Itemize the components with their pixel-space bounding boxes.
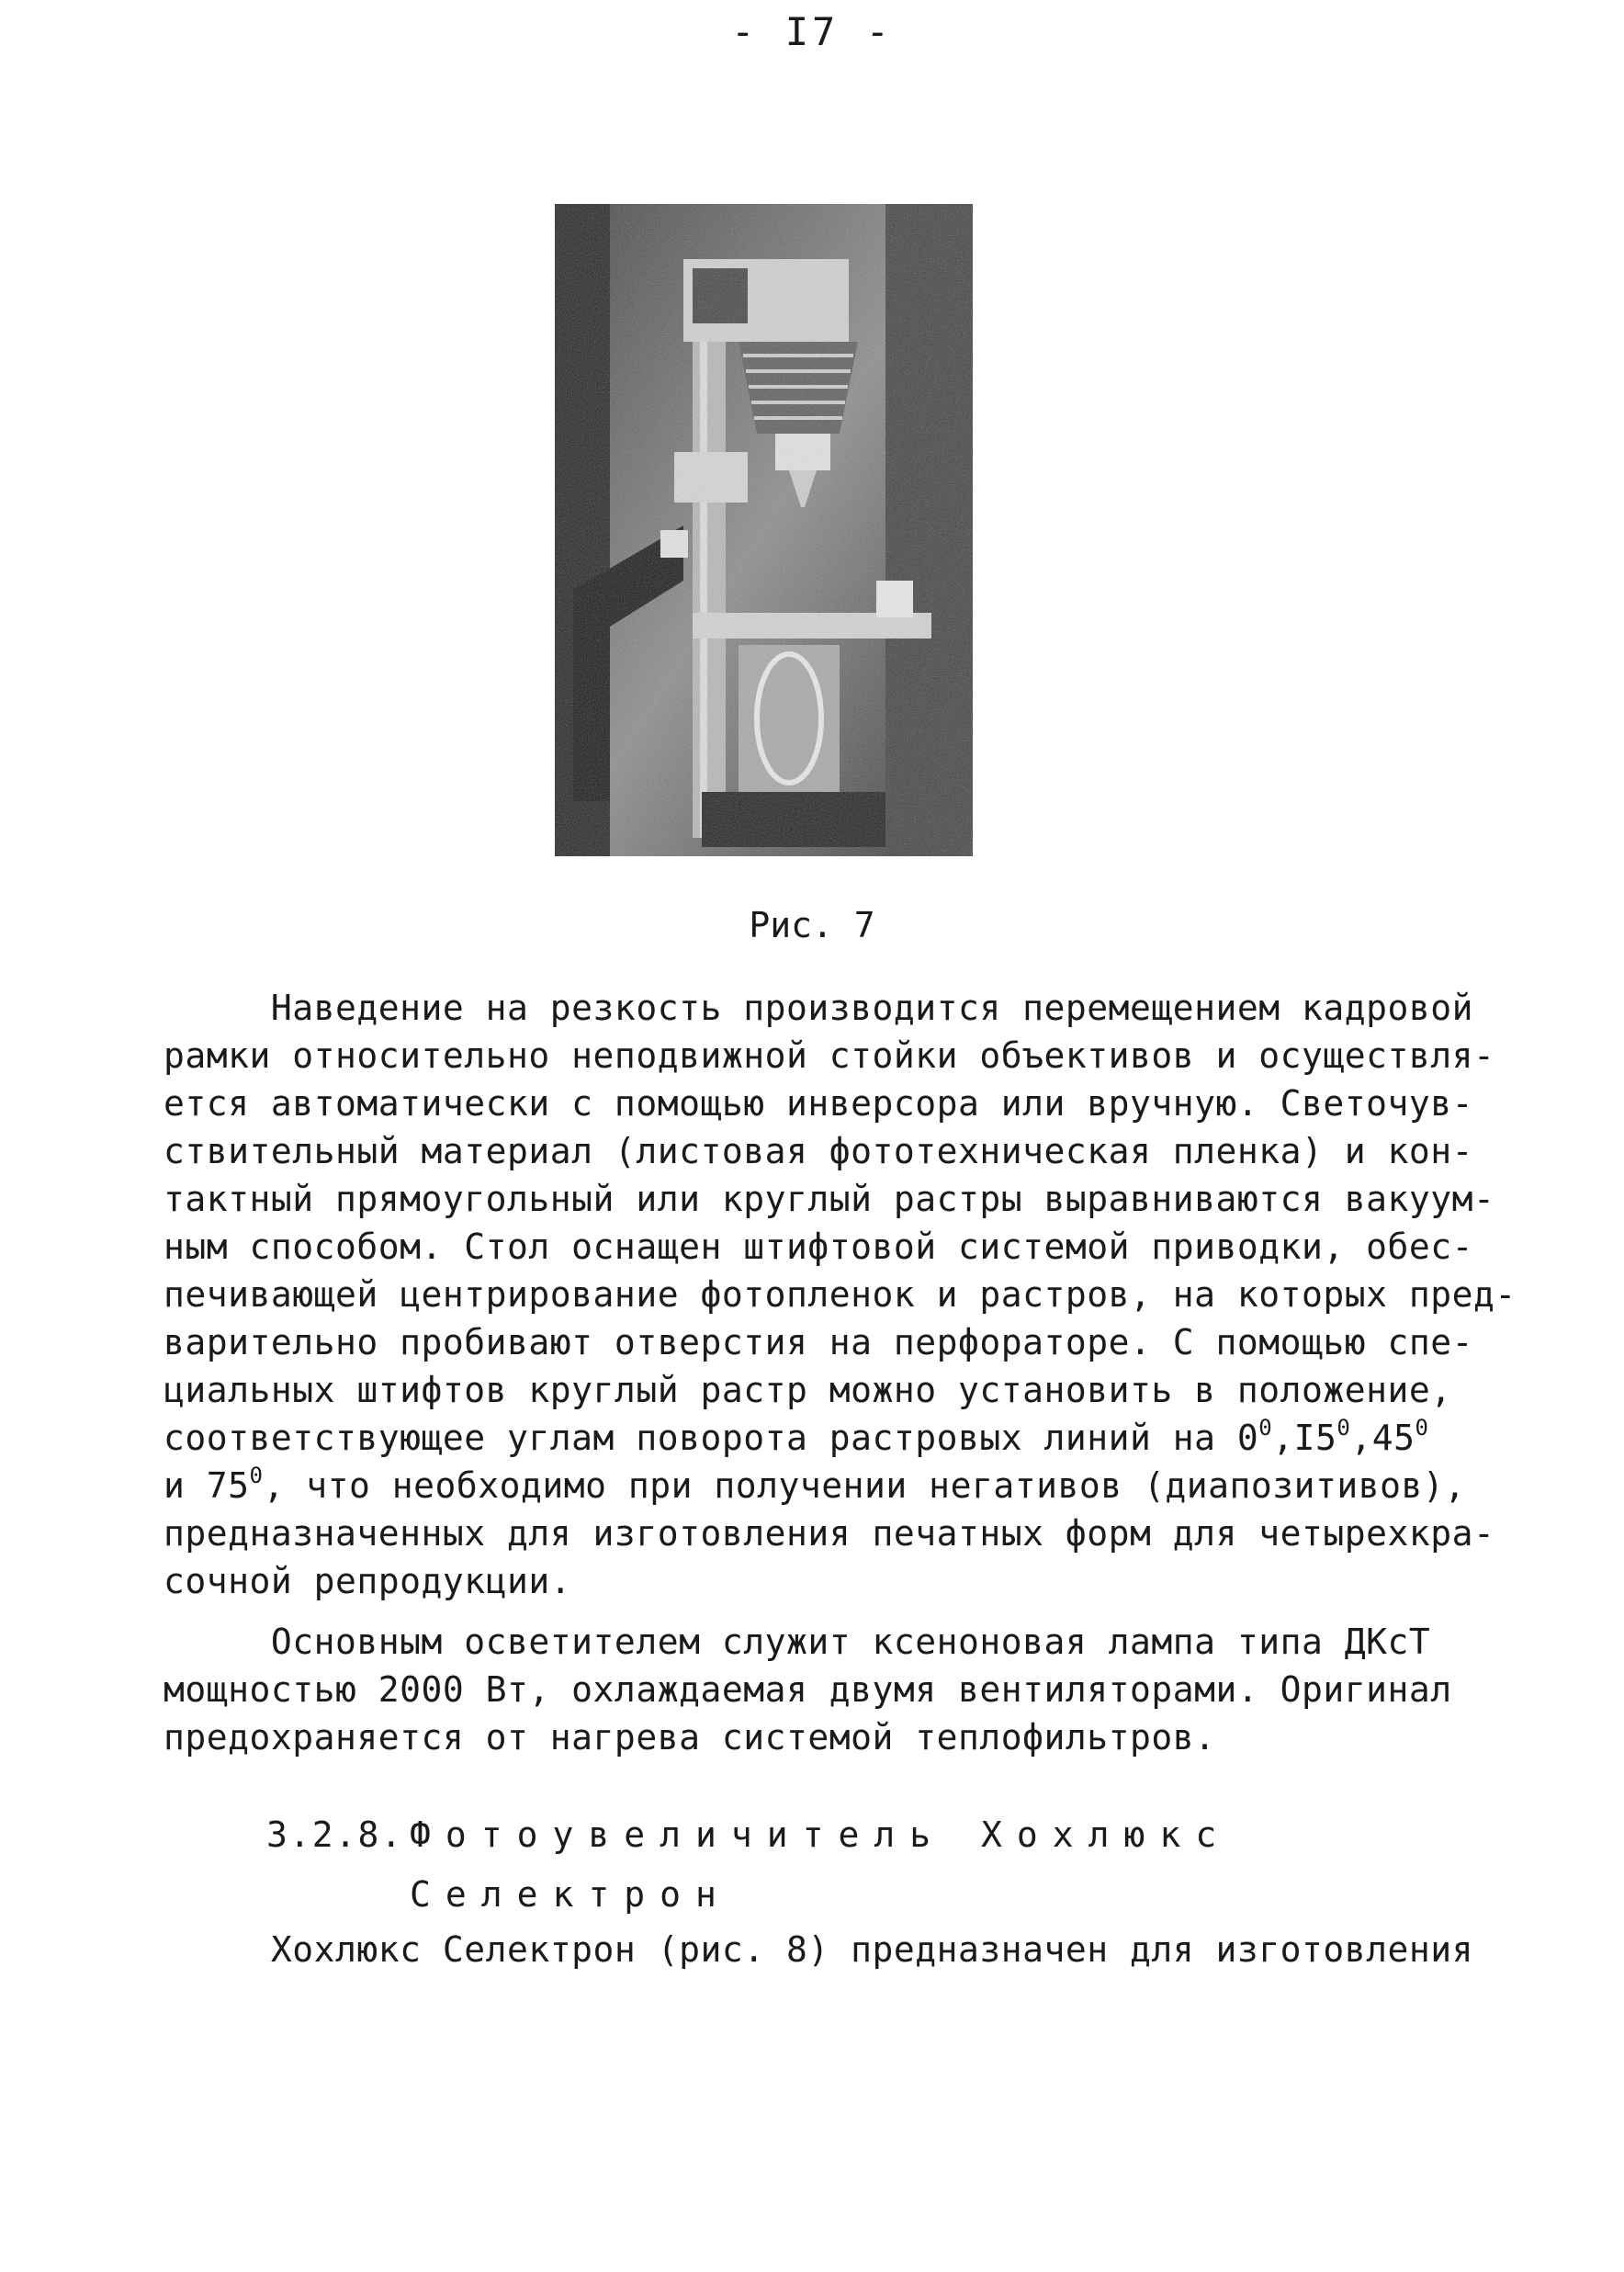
- paragraph-1-line-12: предназначенных для изготовления печатных форм для четырехкра-: [164, 1513, 1495, 1554]
- paragraph-2-line-3: предохраняется от нагрева системой теплофильтров.: [164, 1717, 1216, 1758]
- paragraph-1-line-13: сочной репродукции.: [164, 1561, 572, 1601]
- paragraph-1-line-6: ным способом. Стол оснащен штифтовой системой приводки, обес-: [164, 1226, 1474, 1267]
- degree-sup: 0: [1336, 1415, 1351, 1441]
- paragraph-1-line-2: рамки относительно неподвижной стойки объективов и осуществля-: [164, 1035, 1495, 1076]
- paragraph-2-line-1: Основным осветителем служит ксеноновая лампа типа ДКсТ: [164, 1622, 1431, 1662]
- paragraph-2-line-2: мощностью 2000 Вт, охлаждаемая двумя вентиляторами. Оригинал: [164, 1669, 1452, 1710]
- angle-15: ,I5: [1272, 1418, 1337, 1458]
- paragraph-1-line-10: [164, 1415, 1429, 1458]
- degree-sup: 0: [1258, 1415, 1273, 1441]
- paragraph-1-line-11: [164, 1465, 1466, 1506]
- degree-sup: 0: [249, 1463, 264, 1488]
- photo-enlarger-image: [555, 204, 973, 856]
- section-title-line-2: Селектрон: [410, 1874, 731, 1915]
- angle-75: и 75: [164, 1465, 250, 1506]
- paragraph-1-line-7: печивающей центрирование фотопленок и растров, на которых пред-: [164, 1274, 1517, 1315]
- paragraph-1-line-3: ется автоматически с помощью инверсора или вручную. Светочув-: [164, 1083, 1474, 1124]
- figure-photo: [555, 204, 973, 856]
- paragraph-1-line-4: ствительный материал (листовая фототехническая пленка) и кон-: [164, 1131, 1474, 1171]
- paragraph-1-line-1: Наведение на резкость производится перемещением кадровой: [164, 988, 1474, 1028]
- section-title-line-1: Фотоувеличитель Хохлюкс: [410, 1814, 1232, 1855]
- degree-sup: 0: [1415, 1415, 1429, 1441]
- angle-45: ,45: [1350, 1418, 1415, 1458]
- paragraph-1-line-5: тактный прямоугольный или круглый растры выравниваются вакуум-: [164, 1179, 1495, 1219]
- paragraph-1-line-8: варительно пробивают отверстия на перфораторе. С помощью спе-: [164, 1322, 1474, 1362]
- line-11-rest: , что необходимо при получении негативов (диапозитивов),: [263, 1465, 1466, 1506]
- figure-caption: Рис. 7: [749, 905, 875, 945]
- paragraph-3-line-1: Хохлюкс Селектрон (рис. 8) предназначен для изготовления: [164, 1929, 1474, 1970]
- section-number: 3.2.8.: [266, 1814, 404, 1855]
- paragraph-1-line-9: циальных штифтов круглый растр можно установить в положение,: [164, 1370, 1452, 1410]
- page-number: - I7 -: [731, 9, 893, 54]
- angles-text: соответствующее углам поворота растровых линий на 0: [164, 1418, 1259, 1458]
